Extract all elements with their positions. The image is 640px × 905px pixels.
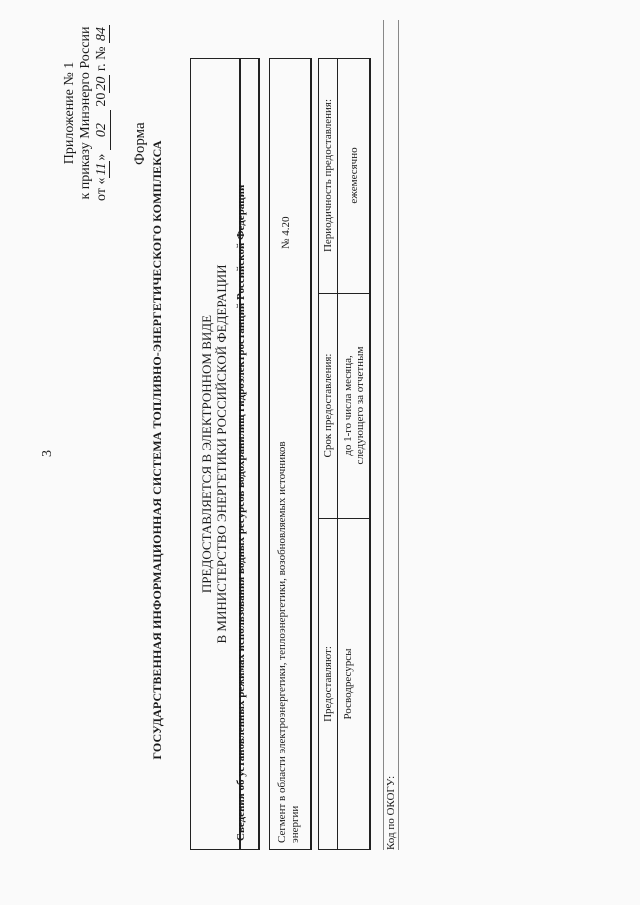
appendix-line1: Приложение № 1	[62, 61, 77, 165]
page-number: 3	[40, 450, 55, 457]
form-label: Форма	[132, 122, 148, 165]
order-year-suffix: 20	[94, 76, 109, 91]
term-value	[338, 293, 366, 518]
date-suffix: г. №	[94, 46, 109, 75]
okogu-bottom-line	[398, 20, 399, 850]
appendix-block	[62, 23, 111, 203]
order-number: 84	[94, 27, 109, 42]
segment-text: Сегмент в области электроэнергетики, теплоэнергетики, возобновляемых источников энергии	[276, 441, 301, 843]
okogu-top-line	[383, 20, 384, 850]
main-title: ГОСУДАРСТВЕННАЯ ИНФОРМАЦИОННАЯ СИСТЕМА ТОПЛИВНО-ЭНЕРГЕТИЧЕСКОГО КОМПЛЕКСА	[150, 140, 164, 760]
provider-cell	[319, 519, 369, 849]
appendix-line3	[94, 23, 111, 203]
submission-line1: ПРЕДОСТАВЛЯЕТСЯ В ЭЛЕКТРОННОМ ВИДЕ	[199, 314, 214, 594]
date-mid: »	[94, 153, 109, 161]
segment-code: № 4.20	[280, 216, 292, 249]
submission-line2: В МИНИСТЕРСТВО ЭНЕРГЕТИКИ РОССИЙСКОЙ ФЕДЕРАЦИИ	[214, 264, 229, 644]
year-prefix: 20	[94, 92, 109, 107]
period-value: ежемесячно	[348, 147, 360, 204]
segment-box	[269, 58, 312, 850]
term-label: Срок предоставления:	[319, 293, 338, 518]
okogu-label: Код по ОКОГУ:	[385, 775, 397, 850]
provider-value: Росводресурсы	[342, 648, 354, 720]
order-month: 02	[94, 110, 111, 150]
provision-table	[318, 58, 371, 850]
period-cell	[319, 58, 369, 294]
info-title: Сведения об установленных режимах использования водных ресурсов водохранилищ гидроэлектростанций Российской Федерации	[235, 184, 247, 841]
provider-label: Предоставляют:	[319, 519, 338, 849]
appendix-line2: к приказу Минэнерго России	[78, 26, 93, 200]
term-cell	[319, 293, 369, 519]
info-title-box	[228, 58, 260, 850]
period-label: Периодичность предоставления:	[319, 58, 338, 293]
date-prefix: от «	[94, 177, 109, 201]
term-value-line1: до 1-го числа месяца,	[342, 355, 354, 456]
term-value-line2: следующего за отчетным	[354, 346, 366, 465]
order-day: 11	[94, 162, 109, 176]
